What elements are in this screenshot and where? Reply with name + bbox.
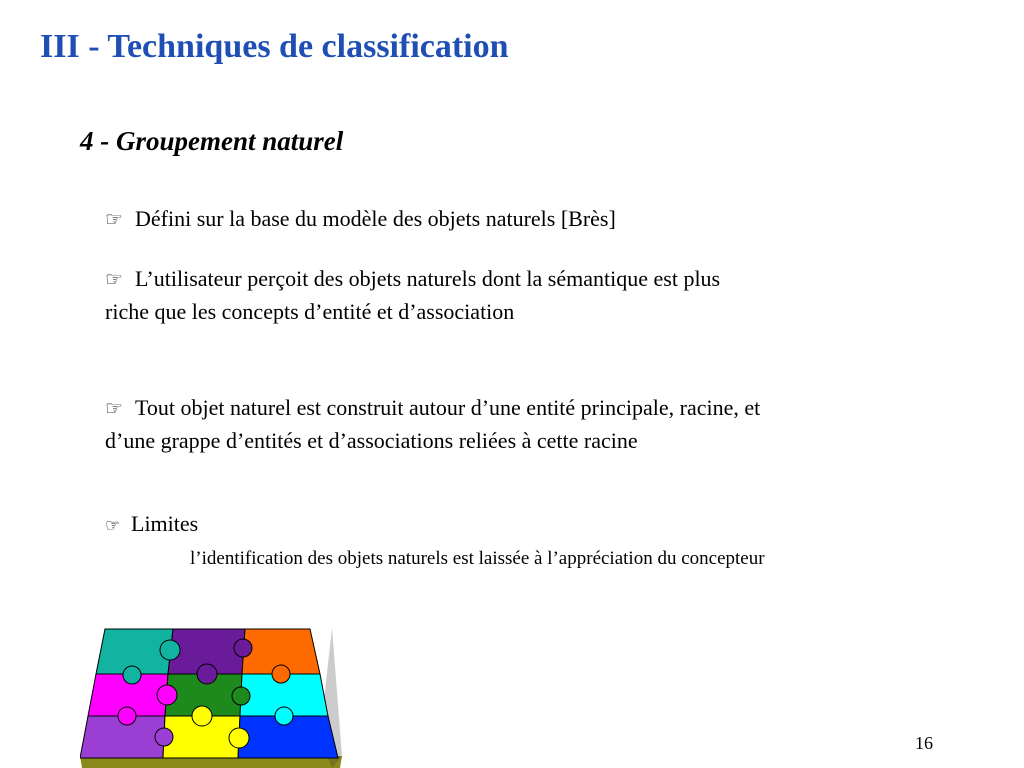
slide-title: III - Techniques de classification xyxy=(40,28,509,65)
section-subtitle: 4 - Groupement naturel xyxy=(80,126,344,156)
pointing-hand-icon: ☞ xyxy=(105,398,123,420)
pointing-hand-icon: ☞ xyxy=(105,516,121,535)
pointing-hand-icon: ☞ xyxy=(105,209,123,231)
bullet-text: Limites xyxy=(131,511,199,536)
bullet-text: d’une grappe d’entités et d’associations reliées à cette racine xyxy=(105,428,638,453)
limites-detail: l’identification des objets naturels est laissée à l’appréciation du concepteur xyxy=(190,548,765,569)
jigsaw-puzzle-icon xyxy=(80,626,350,768)
bullet-text: L’utilisateur perçoit des objets naturels dont la sémantique est plus xyxy=(135,266,721,291)
bullet-text: Défini sur la base du modèle des objets naturels [Brès] xyxy=(135,206,616,231)
bullet-item-1 xyxy=(105,203,985,236)
bullet-text: riche que les concepts d’entité et d’association xyxy=(105,299,515,324)
page-number: 16 xyxy=(915,733,933,753)
pointing-hand-icon: ☞ xyxy=(105,269,123,291)
bullet-item-3 xyxy=(105,392,1005,457)
bullet-text: Tout objet naturel est construit autour d’une entité principale, racine, et xyxy=(135,395,761,420)
bullet-item-2 xyxy=(105,263,985,328)
bullet-item-4 xyxy=(105,508,505,542)
